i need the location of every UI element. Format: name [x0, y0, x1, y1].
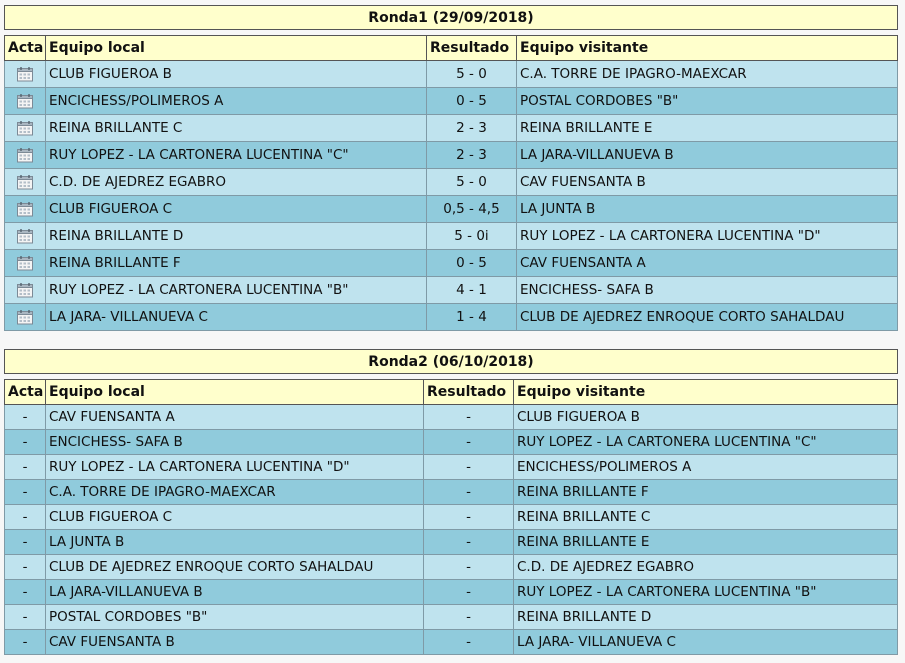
calendar-icon[interactable]	[16, 309, 34, 325]
match-row	[5, 430, 898, 455]
col-visitor-header: Equipo visitante	[514, 380, 898, 405]
col-acta-header: Acta	[5, 36, 46, 61]
match-row	[5, 250, 898, 277]
acta-cell: -	[5, 605, 46, 630]
home-team: RUY LOPEZ - LA CARTONERA LUCENTINA "C"	[46, 142, 427, 169]
home-team: POSTAL CORDOBES "B"	[46, 605, 424, 630]
col-local-header: Equipo local	[46, 380, 424, 405]
away-team: LA JARA- VILLANUEVA C	[514, 630, 898, 655]
away-team: RUY LOPEZ - LA CARTONERA LUCENTINA "B"	[514, 580, 898, 605]
away-team: CAV FUENSANTA B	[517, 169, 898, 196]
calendar-icon[interactable]	[16, 93, 34, 109]
match-row	[5, 277, 898, 304]
match-result: -	[424, 605, 514, 630]
away-team: ENCICHESS/POLIMEROS A	[514, 455, 898, 480]
acta-cell: -	[5, 530, 46, 555]
home-team: CLUB FIGUEROA C	[46, 505, 424, 530]
calendar-icon[interactable]	[16, 201, 34, 217]
away-team: CAV FUENSANTA A	[517, 250, 898, 277]
acta-cell[interactable]	[5, 142, 46, 169]
acta-cell: -	[5, 455, 46, 480]
acta-cell[interactable]	[5, 223, 46, 250]
match-row	[5, 61, 898, 88]
calendar-icon[interactable]	[16, 255, 34, 271]
away-team: C.D. DE AJEDREZ EGABRO	[514, 555, 898, 580]
acta-cell[interactable]	[5, 304, 46, 331]
match-row	[5, 605, 898, 630]
home-team: CAV FUENSANTA B	[46, 630, 424, 655]
away-team: C.A. TORRE DE IPAGRO-MAEXCAR	[517, 61, 898, 88]
acta-cell: -	[5, 430, 46, 455]
home-team: REINA BRILLANTE D	[46, 223, 427, 250]
match-row	[5, 455, 898, 480]
calendar-icon[interactable]	[16, 66, 34, 82]
away-team: POSTAL CORDOBES "B"	[517, 88, 898, 115]
away-team: RUY LOPEZ - LA CARTONERA LUCENTINA "D"	[517, 223, 898, 250]
round1-header-row	[5, 36, 898, 61]
round2-header-row	[5, 380, 898, 405]
match-result: 2 - 3	[427, 115, 517, 142]
match-row	[5, 88, 898, 115]
acta-cell: -	[5, 505, 46, 530]
col-result-header: Resultado	[427, 36, 517, 61]
acta-cell[interactable]	[5, 250, 46, 277]
round2-table	[4, 379, 898, 655]
home-team: LA JUNTA B	[46, 530, 424, 555]
away-team: REINA BRILLANTE E	[517, 115, 898, 142]
match-row	[5, 223, 898, 250]
home-team: CLUB FIGUEROA B	[46, 61, 427, 88]
away-team: LA JARA-VILLANUEVA B	[517, 142, 898, 169]
away-team: CLUB DE AJEDREZ ENROQUE CORTO SAHALDAU	[517, 304, 898, 331]
acta-cell: -	[5, 580, 46, 605]
match-row	[5, 405, 898, 430]
calendar-icon[interactable]	[16, 120, 34, 136]
match-result: -	[424, 405, 514, 430]
col-result-header: Resultado	[424, 380, 514, 405]
away-team: REINA BRILLANTE E	[514, 530, 898, 555]
acta-cell: -	[5, 405, 46, 430]
away-team: CLUB FIGUEROA B	[514, 405, 898, 430]
match-result: -	[424, 530, 514, 555]
calendar-icon[interactable]	[16, 174, 34, 190]
home-team: LA JARA-VILLANUEVA B	[46, 580, 424, 605]
acta-cell[interactable]	[5, 61, 46, 88]
home-team: C.D. DE AJEDREZ EGABRO	[46, 169, 427, 196]
home-team: CLUB FIGUEROA C	[46, 196, 427, 223]
away-team: REINA BRILLANTE D	[514, 605, 898, 630]
home-team: C.A. TORRE DE IPAGRO-MAEXCAR	[46, 480, 424, 505]
match-result: -	[424, 505, 514, 530]
match-row	[5, 196, 898, 223]
match-result: 2 - 3	[427, 142, 517, 169]
acta-cell: -	[5, 555, 46, 580]
match-row	[5, 505, 898, 530]
home-team: ENCICHESS- SAFA B	[46, 430, 424, 455]
round1-table	[4, 35, 898, 331]
match-result: 0,5 - 4,5	[427, 196, 517, 223]
home-team: REINA BRILLANTE F	[46, 250, 427, 277]
acta-cell[interactable]	[5, 277, 46, 304]
match-result: -	[424, 630, 514, 655]
match-row	[5, 304, 898, 331]
match-row	[5, 530, 898, 555]
match-row	[5, 142, 898, 169]
match-result: -	[424, 555, 514, 580]
match-result: 1 - 4	[427, 304, 517, 331]
home-team: RUY LOPEZ - LA CARTONERA LUCENTINA "D"	[46, 455, 424, 480]
home-team: LA JARA- VILLANUEVA C	[46, 304, 427, 331]
away-team: RUY LOPEZ - LA CARTONERA LUCENTINA "C"	[514, 430, 898, 455]
acta-cell[interactable]	[5, 88, 46, 115]
match-row	[5, 169, 898, 196]
match-result: 5 - 0	[427, 61, 517, 88]
calendar-icon[interactable]	[16, 147, 34, 163]
acta-cell: -	[5, 480, 46, 505]
round1-section	[4, 5, 898, 331]
away-team: REINA BRILLANTE C	[514, 505, 898, 530]
col-acta-header: Acta	[5, 380, 46, 405]
match-row	[5, 555, 898, 580]
match-result: -	[424, 480, 514, 505]
match-row	[5, 580, 898, 605]
col-visitor-header: Equipo visitante	[517, 36, 898, 61]
round1-title: Ronda1 (29/09/2018)	[4, 5, 898, 30]
match-result: -	[424, 580, 514, 605]
acta-cell[interactable]	[5, 196, 46, 223]
col-local-header: Equipo local	[46, 36, 427, 61]
acta-cell: -	[5, 630, 46, 655]
home-team: REINA BRILLANTE C	[46, 115, 427, 142]
match-result: 5 - 0	[427, 169, 517, 196]
match-result: 0 - 5	[427, 88, 517, 115]
home-team: CAV FUENSANTA A	[46, 405, 424, 430]
home-team: ENCICHESS/POLIMEROS A	[46, 88, 427, 115]
away-team: ENCICHESS- SAFA B	[517, 277, 898, 304]
home-team: RUY LOPEZ - LA CARTONERA LUCENTINA "B"	[46, 277, 427, 304]
round2-title: Ronda2 (06/10/2018)	[4, 349, 898, 374]
away-team: REINA BRILLANTE F	[514, 480, 898, 505]
match-result: -	[424, 430, 514, 455]
match-result: 5 - 0i	[427, 223, 517, 250]
home-team: CLUB DE AJEDREZ ENROQUE CORTO SAHALDAU	[46, 555, 424, 580]
calendar-icon[interactable]	[16, 228, 34, 244]
away-team: LA JUNTA B	[517, 196, 898, 223]
round2-section	[4, 349, 898, 655]
calendar-icon[interactable]	[16, 282, 34, 298]
match-row	[5, 115, 898, 142]
match-result: -	[424, 455, 514, 480]
match-result: 4 - 1	[427, 277, 517, 304]
match-result: 0 - 5	[427, 250, 517, 277]
acta-cell[interactable]	[5, 169, 46, 196]
match-row	[5, 630, 898, 655]
acta-cell[interactable]	[5, 115, 46, 142]
match-row	[5, 480, 898, 505]
